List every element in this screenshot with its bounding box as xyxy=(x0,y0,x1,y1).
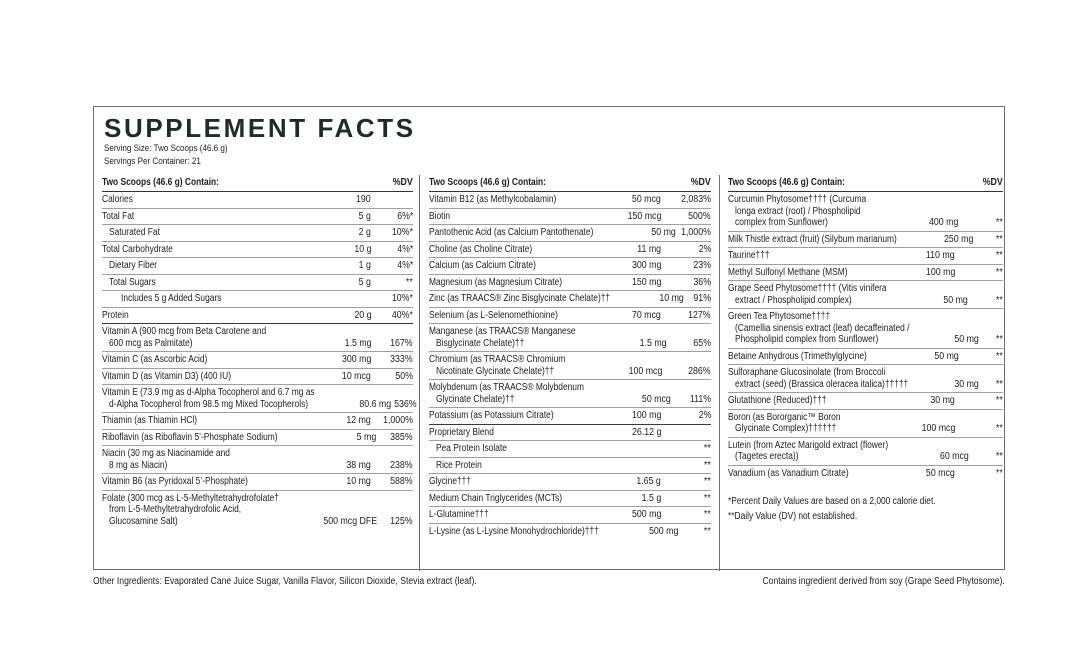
nutrient-dv xyxy=(371,194,413,206)
nutrient-row xyxy=(728,265,1003,282)
nutrient-dv: 385% xyxy=(390,431,413,443)
nutrient-name: Sulforaphane Glucosinolate (from Broccoli extract (seed) (Brassica oleracea italica)††††† xyxy=(728,367,909,390)
nutrient-dv: ** xyxy=(996,294,1003,306)
nutrient-amount: 50 mg xyxy=(651,227,676,238)
nutrient-name: L-Glutamine††† xyxy=(429,509,489,520)
nutrient-amount: 5 g xyxy=(358,210,371,222)
nutrient-amount: 1.5 g xyxy=(641,492,661,504)
footnote-dv-not-established: **Daily Value (DV) not established. xyxy=(728,510,858,522)
nutrient-name: Boron (as Bororganic™ Boron Glycinate Complex)†††††† xyxy=(728,411,841,434)
footnotes xyxy=(728,495,1003,524)
nutrient-name: Glycine††† xyxy=(429,476,472,487)
nutrient-amount: 1 g xyxy=(358,260,371,271)
nutrient-row xyxy=(429,258,711,275)
nutrient-dv: 500% xyxy=(688,210,711,222)
nutrient-row xyxy=(429,192,711,209)
nutrient-row xyxy=(102,324,413,352)
nutrient-name: Vitamin E (73.9 mg as d-Alpha Tocopherol and 6.7 mg as d-Alpha Tocopherol from 98.5 mg Mixed Tocopherols) xyxy=(102,387,315,410)
nutrient-amount: 100 mcg xyxy=(628,365,662,377)
nutrient-row xyxy=(429,380,711,408)
nutrient-name: Grape Seed Phytosome†††† (Vitis vinifera extract / Phospholipid complex) xyxy=(728,283,887,306)
nutrient-amount: 26.12 g xyxy=(631,426,661,438)
nutrient-dv xyxy=(661,427,711,439)
nutrient-name: L-Lysine (as L-Lysine Monohydrochloride)††† xyxy=(429,525,599,537)
nutrient-name: Thiamin (as Thiamin HCl) xyxy=(102,415,198,426)
nutrient-row xyxy=(102,491,413,530)
nutrient-name: Protein xyxy=(102,309,129,321)
nutrient-dv: ** xyxy=(996,233,1003,245)
nutrient-amount: 150 mcg xyxy=(627,210,661,222)
servings-per-container: Servings Per Container: 21 xyxy=(104,154,201,166)
nutrient-row xyxy=(102,242,413,259)
nutrient-amount: 400 mg xyxy=(928,217,959,228)
nutrient-name: Milk Thistle extract (fruit) (Silybum marianum) xyxy=(728,233,897,245)
nutrient-row xyxy=(102,474,413,491)
nutrient-name: Vitamin B6 (as Pyridoxal 5’-Phosphate) xyxy=(102,476,248,487)
nutrient-dv: 50% xyxy=(395,370,413,382)
nutrient-name: Vitamin C (as Ascorbic Acid) xyxy=(102,354,208,365)
nutrient-amount: 100 mg xyxy=(925,266,955,278)
nutrient-row xyxy=(102,192,413,209)
nutrient-dv: ** xyxy=(704,525,711,537)
nutrient-dv: ** xyxy=(996,266,1003,278)
nutrient-dv: 40%* xyxy=(391,309,413,321)
nutrient-name: Dietary Fiber xyxy=(109,260,158,271)
nutrient-name: Calcium (as Calcium Citrate) xyxy=(429,260,536,271)
nutrient-amount: 1.65 g xyxy=(636,476,661,487)
dv-header: %DV xyxy=(392,176,413,188)
nutrient-name: Magnesium (as Magnesium Citrate) xyxy=(429,276,563,288)
nutrient-amount: 10 mcg xyxy=(342,370,371,382)
nutrient-amount: 20 g xyxy=(353,309,371,321)
nutrient-row xyxy=(102,275,413,292)
nutrient-row xyxy=(728,248,1003,265)
column-header xyxy=(728,175,1003,192)
nutrient-dv: 2% xyxy=(698,243,711,255)
nutrient-row xyxy=(429,275,711,292)
nutrient-name: Total Sugars xyxy=(109,276,156,288)
nutrient-amount: 500 mcg DFE xyxy=(322,515,377,527)
nutrient-dv: ** xyxy=(406,276,413,288)
nutrient-amount: 150 mg xyxy=(631,276,661,288)
nutrient-name: Vitamin B12 (as Methylcobalamin) xyxy=(429,194,557,205)
nutrient-row xyxy=(429,507,711,524)
nutrient-name: Molybdenum (as TRAACS® Molybdenum Glycinate Chelate)†† xyxy=(429,382,584,405)
nutrient-name: Total Fat xyxy=(102,210,135,222)
nutrient-dv: ** xyxy=(996,350,1003,362)
nutrient-dv: ** xyxy=(996,423,1003,434)
nutrient-dv: 238% xyxy=(390,459,413,471)
nutrient-row xyxy=(102,352,413,369)
nutrient-name: Riboflavin (as Riboflavin 5’-Phosphate Sodium) xyxy=(102,431,278,443)
nutrient-dv: ** xyxy=(704,476,711,487)
nutrient-name: Green Tea Phytosome†††† (Camellia sinensis extract (leaf) decaffeinated / Phospholipid complex from Sunflower) xyxy=(728,311,910,345)
nutrient-amount: 10 g xyxy=(353,243,371,255)
nutrient-dv: 286% xyxy=(688,365,711,377)
nutrient-name: Potassium (as Potassium Citrate) xyxy=(429,410,554,421)
nutrient-name: Curcumin Phytosome†††† (Curcuma longa extract (root) / Phospholipid complex from Sunflower) xyxy=(728,194,867,228)
nutrient-row xyxy=(429,209,711,226)
nutrient-name: Taurine††† xyxy=(728,250,770,261)
nutrient-amount: 50 mg xyxy=(954,334,980,345)
nutrient-row xyxy=(429,458,711,475)
nutrient-amount: 300 mg xyxy=(631,260,661,271)
nutrient-dv: 111% xyxy=(689,393,711,405)
nutrient-name: Saturated Fat xyxy=(109,227,160,238)
nutrient-dv: ** xyxy=(996,467,1003,479)
nutrient-row xyxy=(728,393,1003,410)
nutrient-dv: 6%* xyxy=(396,210,413,222)
nutrient-amount: 500 mg xyxy=(648,525,679,537)
nutrient-row xyxy=(728,438,1003,466)
nutrient-row xyxy=(429,225,711,242)
allergen-statement: Contains ingredient derived from soy (Grape Seed Phytosome). xyxy=(762,576,1005,587)
nutrient-dv: ** xyxy=(704,459,711,471)
nutrient-row xyxy=(728,349,1003,366)
nutrient-name: Total Carbohydrate xyxy=(102,243,173,255)
nutrient-amount: 1.5 mg xyxy=(344,337,372,349)
nutrient-dv: 536% xyxy=(394,398,417,410)
nutrient-amount: 50 mg xyxy=(943,294,968,306)
nutrient-dv: ** xyxy=(704,509,711,520)
dv-header: %DV xyxy=(982,176,1003,188)
nutrient-dv: 10%* xyxy=(391,227,413,238)
nutrient-row xyxy=(429,491,711,508)
nutrient-amount: 100 mg xyxy=(631,410,661,421)
nutrient-dv: 127% xyxy=(688,309,711,321)
nutrient-row xyxy=(429,425,711,442)
nutrient-name: Pantothenic Acid (as Calcium Pantothenate) xyxy=(429,227,594,238)
nutrient-dv: ** xyxy=(704,492,711,504)
other-ingredients: Other Ingredients: Evaporated Cane Juice Sugar, Vanilla Flavor, Silicon Dioxide, Stevia extract (leaf). xyxy=(93,576,477,587)
nutrient-row xyxy=(102,446,413,474)
nutrient-row xyxy=(429,474,711,491)
nutrient-dv: 1,000% xyxy=(681,227,711,238)
nutrient-amount: 10 mg xyxy=(659,293,684,304)
nutrient-row xyxy=(429,441,711,458)
nutrient-row xyxy=(728,192,1003,232)
nutrient-dv: 10%* xyxy=(391,293,413,304)
nutrient-name: Pea Protein Isolate xyxy=(436,443,507,454)
nutrient-row xyxy=(429,352,711,380)
nutrient-row xyxy=(102,385,417,413)
nutrient-amount: 500 mg xyxy=(631,509,661,520)
nutrient-amount: 300 mg xyxy=(341,354,371,365)
nutrient-amount xyxy=(589,460,661,472)
nutrient-name: Choline (as Choline Citrate) xyxy=(429,243,533,255)
nutrient-amount: 30 mg xyxy=(953,378,979,390)
nutrient-row xyxy=(429,242,711,259)
dv-header: %DV xyxy=(690,176,711,188)
nutrient-dv: 588% xyxy=(390,476,413,487)
column-header-label: Two Scoops (46.6 g) Contain: xyxy=(728,176,845,188)
nutrient-row xyxy=(728,365,1003,393)
nutrient-amount: 60 mcg xyxy=(939,451,969,462)
footnote-dv-basis: *Percent Daily Values are based on a 2,000 calorie diet. xyxy=(728,496,936,507)
nutrient-amount: 50 mg xyxy=(933,350,959,362)
nutrient-amount: 190 xyxy=(356,194,371,205)
nutrient-row xyxy=(102,308,413,325)
nutrient-row xyxy=(728,309,1003,349)
nutrient-amount: 80.6 mg xyxy=(359,398,392,410)
nutrient-row xyxy=(728,410,1003,438)
nutrient-amount: 11 mg xyxy=(637,243,661,255)
nutrient-row xyxy=(102,369,413,386)
nutrient-name: Zinc (as TRAACS® Zinc Bisglycinate Chelate)†† xyxy=(429,293,611,304)
nutrient-amount: 50 mcg xyxy=(642,393,672,405)
nutrient-dv: 167% xyxy=(390,337,413,349)
nutrient-row xyxy=(102,258,413,275)
nutrient-dv: 65% xyxy=(693,337,711,349)
nutrient-name: Methyl Sulfonyl Methane (MSM) xyxy=(728,266,848,278)
nutrient-column-2 xyxy=(419,175,711,571)
nutrient-row xyxy=(102,413,413,430)
nutrient-row xyxy=(429,308,711,325)
nutrient-row xyxy=(102,430,413,447)
serving-info xyxy=(104,142,228,167)
nutrient-column-3 xyxy=(719,175,1003,571)
nutrient-dv: 4%* xyxy=(396,243,413,255)
nutrient-dv: 2,083% xyxy=(681,194,711,205)
nutrient-name: Proprietary Blend xyxy=(429,426,494,438)
supplement-facts-panel xyxy=(93,106,1005,570)
nutrient-name: Selenium (as L-Selenomethionine) xyxy=(429,309,558,321)
nutrient-dv: ** xyxy=(996,334,1003,345)
nutrient-amount: 5 mg xyxy=(356,431,377,443)
nutrient-name: Glutathione (Reduced)††† xyxy=(728,395,827,406)
nutrient-dv: 4%* xyxy=(396,260,413,271)
nutrient-amount: 12 mg xyxy=(346,415,371,426)
nutrient-amount: 1.5 mg xyxy=(640,337,667,349)
nutrient-name: Chromium (as TRAACS® Chromium Nicotinate Glycinate Chelate)†† xyxy=(429,354,566,377)
nutrient-row xyxy=(102,209,413,226)
nutrient-name: Biotin xyxy=(429,210,451,222)
nutrient-amount: 30 mg xyxy=(930,395,955,406)
nutrient-name: Includes 5 g Added Sugars xyxy=(121,293,222,304)
column-header xyxy=(102,175,413,192)
nutrient-dv: 23% xyxy=(693,260,711,271)
column-header-label: Two Scoops (46.6 g) Contain: xyxy=(102,176,219,188)
nutrient-row xyxy=(728,281,1003,309)
nutrient-dv: ** xyxy=(996,451,1003,462)
nutrient-amount: 10 mg xyxy=(346,476,371,487)
nutrient-row xyxy=(102,225,413,242)
nutrient-amount: 250 mg xyxy=(943,233,973,245)
nutrient-dv: 91% xyxy=(693,293,711,304)
nutrient-row xyxy=(102,291,413,308)
nutrient-dv: 1,000% xyxy=(383,415,413,426)
nutrient-dv: 125% xyxy=(390,515,413,527)
nutrient-amount: 38 mg xyxy=(346,459,371,471)
nutrient-amount xyxy=(297,293,371,305)
nutrient-name: Medium Chain Triglycerides (MCTs) xyxy=(429,492,563,504)
column-header-label: Two Scoops (46.6 g) Contain: xyxy=(429,176,546,188)
nutrient-row xyxy=(728,232,1003,249)
nutrient-dv: 333% xyxy=(390,354,413,365)
nutrient-dv: 2% xyxy=(698,410,711,421)
nutrient-amount: 110 mg xyxy=(926,250,955,261)
nutrient-name: Betaine Anhydrous (Trimethylglycine) xyxy=(728,350,867,362)
nutrient-name: Rice Protein xyxy=(436,459,482,471)
nutrient-row xyxy=(429,408,711,425)
nutrient-row xyxy=(429,324,711,352)
nutrient-name: Manganese (as TRAACS® Manganese Bisglycinate Chelate)†† xyxy=(429,326,576,349)
nutrient-row xyxy=(429,524,711,540)
nutrient-name: Lutein (from Aztec Marigold extract (flower) (Tagetes erecta)) xyxy=(728,439,889,462)
nutrient-row xyxy=(429,291,711,308)
nutrient-dv: ** xyxy=(996,395,1003,406)
nutrient-amount: 5 g xyxy=(358,276,371,288)
nutrient-dv: ** xyxy=(704,443,711,454)
nutrient-name: Folate (300 mcg as L-5-Methyltetrahydrofolate† from L-5-Methyltetrahydrofolic Acid, Glucosamine Salt) xyxy=(102,492,279,527)
nutrient-amount: 50 mcg xyxy=(632,194,661,205)
nutrient-row xyxy=(728,466,1003,482)
nutrient-name: Vitamin D (as Vitamin D3) (400 IU) xyxy=(102,370,232,382)
panel-title: SUPPLEMENT FACTS xyxy=(104,113,416,143)
nutrient-amount xyxy=(589,443,661,455)
nutrient-amount: 50 mcg xyxy=(926,467,955,479)
nutrient-amount: 70 mcg xyxy=(632,309,661,321)
nutrient-name: Niacin (30 mg as Niacinamide and 8 mg as Niacin) xyxy=(102,448,230,471)
nutrient-name: Calories xyxy=(102,194,133,205)
serving-size: Serving Size: Two Scoops (46.6 g) xyxy=(104,142,228,153)
nutrient-name: Vanadium (as Vanadium Citrate) xyxy=(728,467,849,479)
nutrient-amount: 100 mcg xyxy=(921,423,955,434)
column-header xyxy=(429,175,711,192)
nutrient-dv: 36% xyxy=(693,276,711,288)
nutrient-amount: 2 g xyxy=(358,227,371,238)
nutrient-dv: ** xyxy=(996,250,1003,261)
nutrient-dv: ** xyxy=(996,378,1003,390)
nutrient-name: Vitamin A (900 mcg from Beta Carotene and 600 mcg as Palmitate) xyxy=(102,326,267,349)
nutrient-column-1 xyxy=(102,175,417,571)
nutrient-dv: ** xyxy=(996,217,1003,228)
